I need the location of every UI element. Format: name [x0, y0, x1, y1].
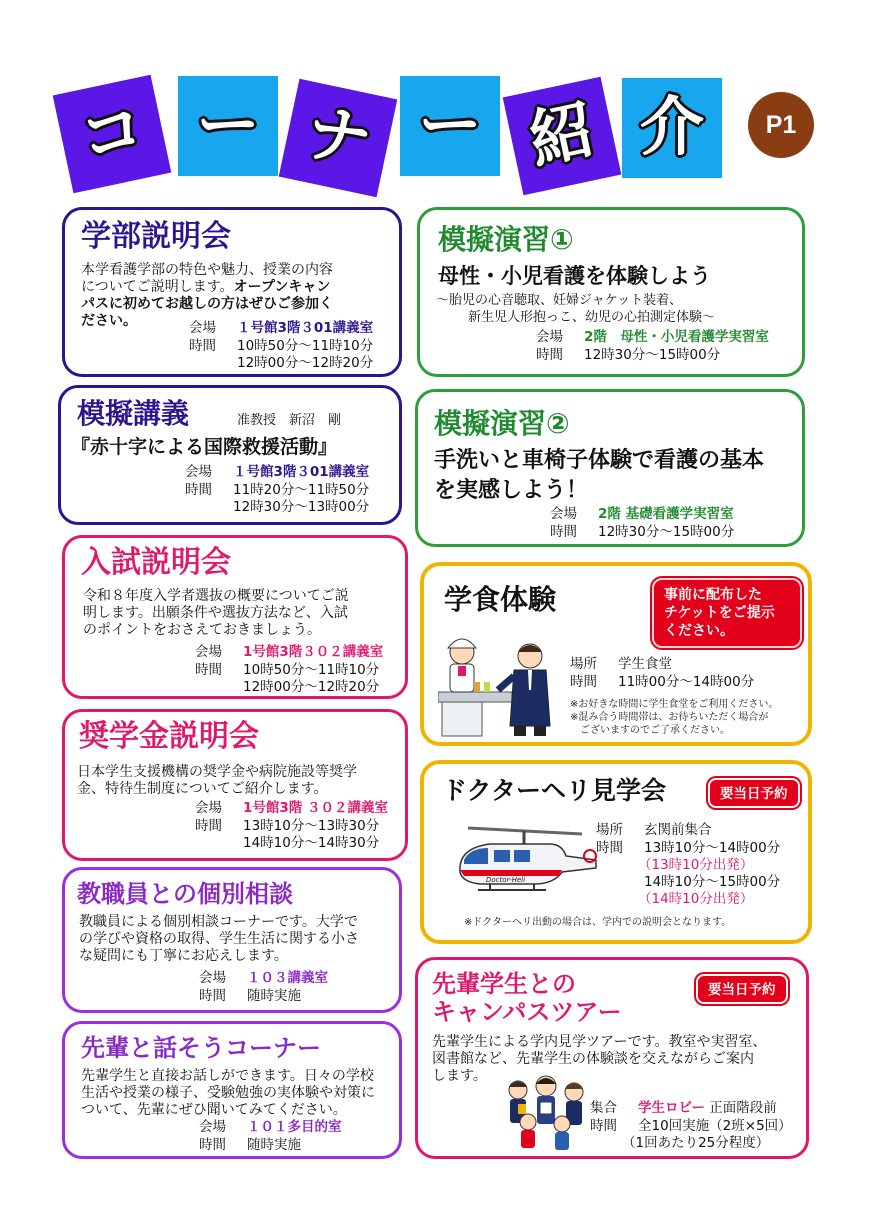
practice-2-box	[415, 389, 805, 547]
campus-tour-time: 時間 全10回実施（2班×5回）	[590, 1118, 792, 1134]
admission-info-desc-2: 明します。出願条件や選抜方法など、入試	[83, 605, 348, 621]
helicopter-label-text: Doctor-Heli	[486, 876, 526, 884]
cafeteria-note-3: ございますのでご了承ください。	[570, 725, 730, 736]
consultation-title: 教職員との個別相談	[77, 880, 293, 908]
scholarship-info-box	[62, 709, 408, 861]
scholarship-info-desc-1: 日本学生支援機構の奨学金や病院施設等奨学	[77, 764, 357, 780]
practice-2-subtitle-1: 手洗いと車椅子体験で看護の基本	[434, 448, 765, 473]
mock-lecture-time-2: 12時30分～13時00分	[233, 499, 370, 515]
title-tile-4: ー	[400, 76, 500, 176]
senpai-talk-title: 先輩と話そうコーナー	[81, 1034, 321, 1062]
ticket-badge-line-3: ください。	[664, 623, 734, 639]
reservation-badge-heli: 要当日予約	[708, 778, 800, 808]
title-tile-3: ナ	[279, 79, 398, 198]
doctor-heli-box	[420, 760, 812, 944]
doctor-heli-place: 場所 玄関前集合	[596, 822, 712, 838]
senpai-talk-desc-2: 生活や授業の様子、受験勉強の実体験や対策に	[81, 1085, 375, 1101]
practice-1-venue: 会場 2階 母性・小児看護学実習室	[536, 329, 769, 345]
faculty-info-box	[62, 207, 402, 377]
campus-tour-box	[415, 957, 809, 1159]
admission-info-time-2: 12時00分～12時20分	[243, 679, 380, 695]
title-tile-2: ー	[178, 76, 278, 176]
title-tile-6: 介	[622, 78, 722, 178]
practice-2-title: 模擬演習②	[434, 407, 570, 440]
senpai-talk-desc-3: ついて、先輩にぜひ聞いてみてください。	[81, 1102, 347, 1118]
students-illustration	[498, 1072, 594, 1152]
admission-info-desc-1: 令和８年度入学者選抜の概要についてご説	[83, 588, 349, 604]
title-tile-1: コ	[53, 75, 172, 194]
practice-2-subtitle-2: を実感しよう！	[434, 478, 589, 503]
practice-1-box	[417, 207, 805, 377]
mock-lecture-time: 時間 11時20分～11時50分	[185, 482, 370, 498]
doctor-heli-time: 時間 13時10分～14時00分	[596, 840, 781, 856]
helicopter-illustration	[450, 820, 600, 900]
doctor-heli-title: ドクターヘリ見学会	[442, 776, 667, 805]
practice-1-desc-2: 新生児人形抱っこ、幼児の心拍測定体験～	[468, 310, 716, 325]
doctor-heli-departure-1: （13時10分出発）	[638, 857, 754, 873]
cafeteria-illustration	[438, 626, 570, 738]
practice-1-time: 時間 12時30分～15時00分	[536, 347, 721, 363]
ticket-badge	[652, 578, 802, 648]
faculty-info-desc-1: 本学看護学部の特色や魅力、授業の内容	[81, 262, 333, 278]
campus-tour-time-sub: （1回あたり25分程度）	[622, 1135, 770, 1151]
mock-lecture-venue: 会場 １号館3階３01講義室	[185, 464, 370, 480]
mock-lecture-title: 模擬講義	[77, 397, 190, 430]
practice-2-venue: 会場 2階 基礎看護学実習室	[550, 506, 734, 522]
campus-tour-desc-3: します。	[432, 1068, 487, 1084]
cafeteria-place: 場所 学生食堂	[570, 656, 672, 672]
mock-lecture-box	[58, 385, 402, 525]
campus-tour-desc-2: 図書館など、先輩学生の体験談を交えながらご案内	[432, 1051, 754, 1067]
admission-info-time: 時間 10時50分～11時10分	[195, 662, 380, 678]
admission-info-venue: 会場 1号館3階３０２講義室	[195, 644, 384, 660]
ticket-badge-line-1: 事前に配布した	[664, 587, 762, 603]
consultation-desc-2: の学びや資格の取得、学生生活に関する小さ	[79, 931, 359, 947]
page-number-badge: P1	[748, 92, 814, 158]
consultation-venue: 会場 １０３講義室	[199, 970, 328, 986]
practice-1-title: 模擬演習①	[438, 223, 574, 256]
practice-1-subtitle: 母性・小児看護を体験しよう	[438, 264, 711, 288]
scholarship-info-venue: 会場 1号館3階 ３０２講義室	[195, 800, 388, 816]
page-title	[62, 74, 742, 192]
doctor-heli-time-2: 14時10分～15時00分	[644, 874, 781, 890]
faculty-info-desc-4: ださい。	[81, 313, 137, 329]
practice-2-time: 時間 12時30分～15時00分	[550, 524, 735, 540]
cafeteria-time: 時間 11時00分～14時00分	[570, 674, 755, 690]
campus-tour-title-2: キャンパスツアー	[432, 998, 622, 1026]
title-tile-5: 紹	[503, 77, 622, 196]
faculty-info-title: 学部説明会	[81, 219, 231, 254]
scholarship-info-title: 奨学金説明会	[79, 719, 259, 754]
consultation-desc-1: 教職員による個別相談コーナーです。大学で	[79, 914, 358, 930]
faculty-info-desc-2: についてご説明します。オープンキャン	[81, 279, 331, 295]
consultation-desc-3: な疑問にも丁寧にお応えします。	[79, 948, 288, 964]
ticket-badge-line-2: チケットをご提示	[664, 605, 775, 621]
senpai-talk-time: 時間 随時実施	[199, 1137, 301, 1153]
senpai-talk-box	[62, 1021, 402, 1159]
senpai-talk-desc-1: 先輩学生と直接お話しができます。日々の学校	[81, 1068, 374, 1084]
cafeteria-title: 学食体験	[444, 583, 557, 616]
cafeteria-note-1: ※お好きな時間に学生食堂をご利用ください。	[570, 699, 779, 710]
campus-tour-title-1: 先輩学生との	[432, 970, 576, 998]
admission-info-box	[62, 535, 408, 699]
scholarship-info-time-2: 14時10分～14時30分	[243, 835, 380, 851]
campus-tour-desc-1: 先輩学生による学内見学ツアーです。教室や実習室、	[432, 1034, 767, 1050]
faculty-info-venue: 会場 １号館3階３01講義室	[189, 320, 374, 336]
faculty-info-time-2: 12時00分～12時20分	[237, 355, 374, 371]
mock-lecture-topic: 『赤十字による国際救援活動』	[71, 436, 338, 458]
admission-info-title: 入試説明会	[81, 545, 231, 580]
practice-1-desc-1: ～胎児の心音聴取、妊婦ジャケット装着、	[436, 293, 683, 308]
faculty-info-desc-3: パスに初めてお越しの方はぜひご参加く	[81, 296, 333, 312]
doctor-heli-note: ※ドクターヘリ出動の場合は、学内での説明会となります。	[464, 917, 732, 928]
cafeteria-box	[420, 562, 812, 746]
lecturer-name: 准教授 新沼 剛	[237, 413, 342, 428]
admission-info-desc-3: のポイントをおさえておきましょう。	[83, 622, 321, 638]
faculty-info-time: 時間 10時50分～11時10分	[189, 338, 374, 354]
reservation-badge-tour: 要当日予約	[696, 974, 788, 1004]
doctor-heli-departure-2: （14時10分出発）	[638, 891, 754, 907]
scholarship-info-time: 時間 13時10分～13時30分	[195, 818, 380, 834]
cafeteria-note-2: ※混み合う時間帯は、お待ちいただく場合が	[570, 712, 769, 723]
scholarship-info-desc-2: 金、特待生制度についてご紹介します。	[77, 781, 328, 797]
consultation-time: 時間 随時実施	[199, 988, 301, 1004]
campus-tour-meet: 集合 学生ロビー 正面階段前	[590, 1100, 777, 1116]
consultation-box	[62, 867, 402, 1013]
senpai-talk-venue: 会場 １０１多目的室	[199, 1119, 342, 1135]
